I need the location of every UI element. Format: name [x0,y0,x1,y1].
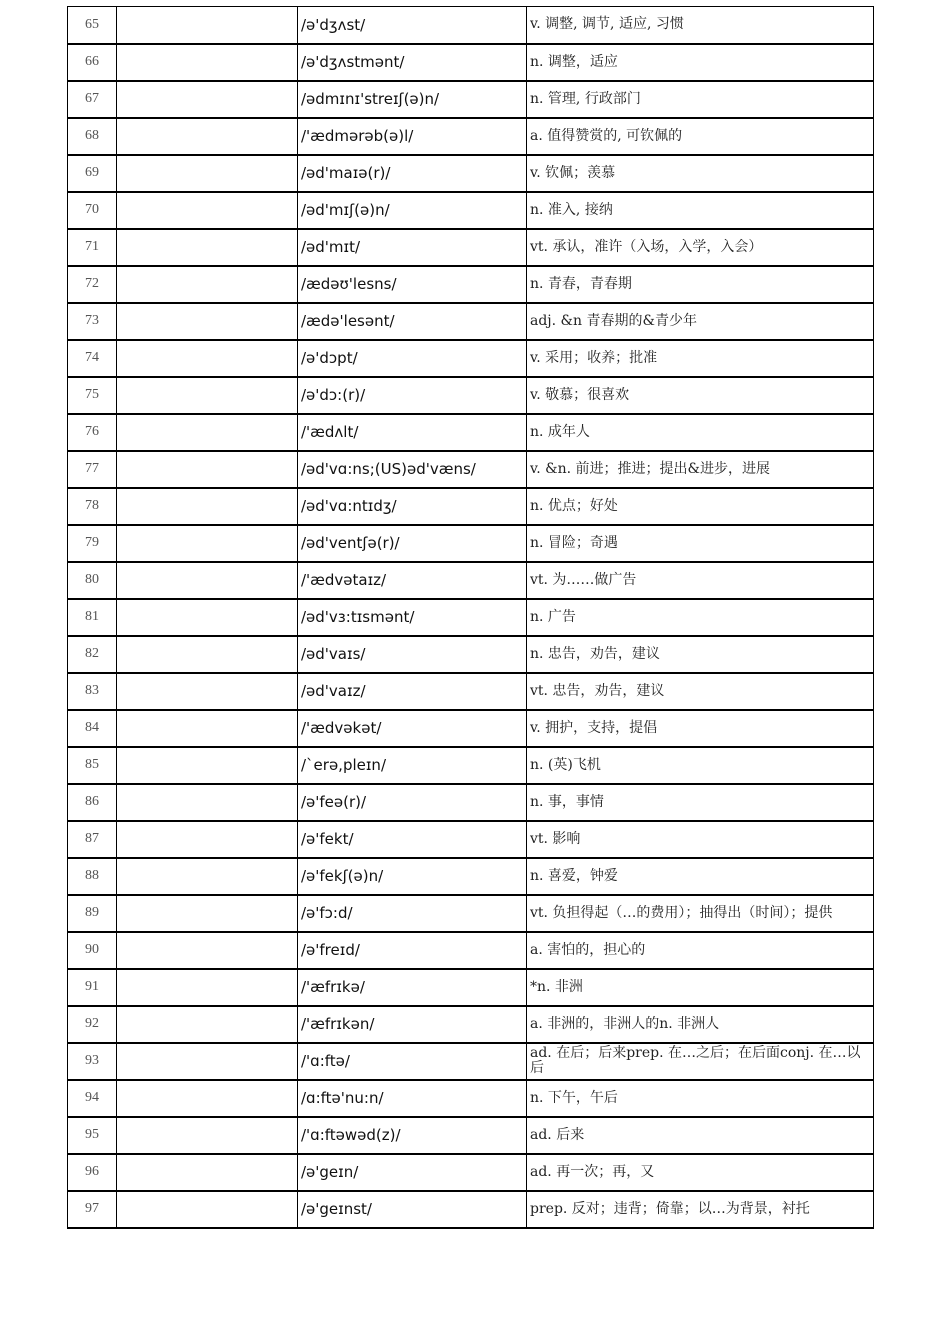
row-number: 73 [68,303,117,340]
phonetic-cell: /əd'mɪt/ [298,229,527,266]
row-number: 80 [68,562,117,599]
table-row [68,821,874,858]
row-number: 75 [68,377,117,414]
row-number: 79 [68,525,117,562]
meaning-cell: n. 喜爱，钟爱 [527,858,874,895]
table-row [68,1191,874,1228]
phonetic-cell: /əd'vɑ:ns;(US)əd'væns/ [298,451,527,488]
meaning-cell: vt. 负担得起（…的费用）；抽得出（时间）；提供 [527,895,874,932]
row-number: 87 [68,821,117,858]
phonetic-cell: /əd'ventʃə(r)/ [298,525,527,562]
table-row [68,932,874,969]
meaning-cell: adj. &n 青春期的&青少年 [527,303,874,340]
word-cell [117,266,298,303]
meaning-cell: n. 广告 [527,599,874,636]
phonetic-cell: /'ædmərəb(ə)l/ [298,118,527,155]
phonetic-cell: /ə'geɪn/ [298,1154,527,1191]
row-number: 90 [68,932,117,969]
phonetic-cell: /ə'freɪd/ [298,932,527,969]
table-row [68,377,874,414]
meaning-cell: n. (英)飞机 [527,747,874,784]
word-cell [117,7,298,44]
meaning-cell: n. 事，事情 [527,784,874,821]
table-row [68,192,874,229]
meaning-cell: n. 管理, 行政部门 [527,81,874,118]
phonetic-cell: /ædəʊ'lesns/ [298,266,527,303]
word-cell [117,303,298,340]
vocabulary-table-body [68,7,874,1228]
table-row [68,562,874,599]
meaning-cell: v. 拥护，支持，提倡 [527,710,874,747]
meaning-cell: v. 采用；收养；批准 [527,340,874,377]
meaning-cell: v. 敬慕；很喜欢 [527,377,874,414]
word-cell [117,747,298,784]
phonetic-cell: /'æfrɪkə/ [298,969,527,1006]
meaning-cell: ad. 在后；后来prep. 在…之后；在后面conj. 在…以后 [527,1043,874,1080]
phonetic-cell: /ə'dɔ:(r)/ [298,377,527,414]
row-number: 94 [68,1080,117,1117]
vocabulary-table [67,6,874,1229]
phonetic-cell: /ə'dʒʌstmənt/ [298,44,527,81]
phonetic-cell: /əd'vɜ:tɪsmənt/ [298,599,527,636]
table-row [68,81,874,118]
meaning-cell: v. 钦佩；羡慕 [527,155,874,192]
word-cell [117,636,298,673]
word-cell [117,562,298,599]
table-row [68,1043,874,1080]
word-cell [117,784,298,821]
table-row [68,229,874,266]
meaning-cell: *n. 非洲 [527,969,874,1006]
table-row [68,784,874,821]
row-number: 97 [68,1191,117,1228]
word-cell [117,525,298,562]
row-number: 68 [68,118,117,155]
table-row [68,266,874,303]
word-cell [117,1080,298,1117]
word-cell [117,895,298,932]
meaning-cell: n. 准入, 接纳 [527,192,874,229]
table-row [68,895,874,932]
row-number: 78 [68,488,117,525]
row-number: 86 [68,784,117,821]
meaning-cell: prep. 反对；违背；倚靠；以…为背景，衬托 [527,1191,874,1228]
phonetic-cell: /'ædvətaɪz/ [298,562,527,599]
row-number: 85 [68,747,117,784]
word-cell [117,192,298,229]
phonetic-cell: /ədmɪnɪ'streɪʃ(ə)n/ [298,81,527,118]
table-row [68,525,874,562]
table-row [68,7,874,44]
table-row [68,118,874,155]
word-cell [117,377,298,414]
row-number: 84 [68,710,117,747]
table-row [68,599,874,636]
meaning-cell: vt. 为……做广告 [527,562,874,599]
table-row [68,414,874,451]
word-cell [117,710,298,747]
word-cell [117,155,298,192]
meaning-cell: vt. 忠告，劝告，建议 [527,673,874,710]
row-number: 72 [68,266,117,303]
phonetic-cell: /ə'fɔ:d/ [298,895,527,932]
word-cell [117,340,298,377]
table-row [68,155,874,192]
table-row [68,340,874,377]
table-row [68,44,874,81]
table-row [68,710,874,747]
phonetic-cell: /ædə'lesənt/ [298,303,527,340]
phonetic-cell: /'ɑ:ftəwəd(z)/ [298,1117,527,1154]
row-number: 93 [68,1043,117,1080]
meaning-cell: n. 青春，青春期 [527,266,874,303]
row-number: 76 [68,414,117,451]
table-row [68,1117,874,1154]
phonetic-cell: /`erə,pleɪn/ [298,747,527,784]
meaning-cell: n. 成年人 [527,414,874,451]
word-cell [117,858,298,895]
row-number: 77 [68,451,117,488]
row-number: 88 [68,858,117,895]
phonetic-cell: /ə'dʒʌst/ [298,7,527,44]
table-row [68,1006,874,1043]
meaning-cell: ad. 后来 [527,1117,874,1154]
word-cell [117,488,298,525]
meaning-cell: n. 优点；好处 [527,488,874,525]
word-cell [117,1006,298,1043]
word-cell [117,969,298,1006]
table-row [68,303,874,340]
word-cell [117,1191,298,1228]
word-cell [117,451,298,488]
phonetic-cell: /əd'mɪʃ(ə)n/ [298,192,527,229]
meaning-cell: vt. 承认，准许（入场，入学，入会） [527,229,874,266]
phonetic-cell: /ə'feə(r)/ [298,784,527,821]
table-row [68,969,874,1006]
row-number: 71 [68,229,117,266]
row-number: 96 [68,1154,117,1191]
word-cell [117,81,298,118]
row-number: 69 [68,155,117,192]
phonetic-cell: /'ædvəkət/ [298,710,527,747]
word-cell [117,1117,298,1154]
word-cell [117,414,298,451]
phonetic-cell: /ə'geɪnst/ [298,1191,527,1228]
row-number: 89 [68,895,117,932]
table-row [68,673,874,710]
phonetic-cell: /'ɑ:ftə/ [298,1043,527,1080]
meaning-cell: n. 忠告，劝告，建议 [527,636,874,673]
table-row [68,1154,874,1191]
phonetic-cell: /əd'maɪə(r)/ [298,155,527,192]
word-cell [117,932,298,969]
row-number: 92 [68,1006,117,1043]
word-cell [117,821,298,858]
phonetic-cell: /əd'vaɪs/ [298,636,527,673]
row-number: 74 [68,340,117,377]
meaning-cell: n. 下午，午后 [527,1080,874,1117]
word-cell [117,229,298,266]
row-number: 65 [68,7,117,44]
table-row [68,747,874,784]
word-cell [117,1154,298,1191]
phonetic-cell: /'æfrɪkən/ [298,1006,527,1043]
table-row [68,451,874,488]
meaning-cell: a. 值得赞赏的, 可钦佩的 [527,118,874,155]
row-number: 67 [68,81,117,118]
phonetic-cell: /əd'vɑ:ntɪdʒ/ [298,488,527,525]
meaning-cell: ad. 再一次；再，又 [527,1154,874,1191]
phonetic-cell: /ɑ:ftə'nu:n/ [298,1080,527,1117]
phonetic-cell: /ə'fekt/ [298,821,527,858]
meaning-cell: v. 调整, 调节, 适应, 习惯 [527,7,874,44]
meaning-cell: n. 调整，适应 [527,44,874,81]
meaning-cell: vt. 影响 [527,821,874,858]
word-cell [117,673,298,710]
row-number: 70 [68,192,117,229]
row-number: 82 [68,636,117,673]
table-row [68,488,874,525]
word-cell [117,599,298,636]
phonetic-cell: /əd'vaɪz/ [298,673,527,710]
row-number: 91 [68,969,117,1006]
phonetic-cell: /ə'dɔpt/ [298,340,527,377]
word-cell [117,1043,298,1080]
word-cell [117,44,298,81]
table-row [68,636,874,673]
phonetic-cell: /'ædʌlt/ [298,414,527,451]
phonetic-cell: /ə'fekʃ(ə)n/ [298,858,527,895]
row-number: 95 [68,1117,117,1154]
meaning-cell: a. 非洲的，非洲人的n. 非洲人 [527,1006,874,1043]
table-row [68,1080,874,1117]
word-cell [117,118,298,155]
row-number: 83 [68,673,117,710]
meaning-cell: v. &n. 前进；推进；提出&进步，进展 [527,451,874,488]
meaning-cell: n. 冒险；奇遇 [527,525,874,562]
row-number: 66 [68,44,117,81]
row-number: 81 [68,599,117,636]
table-row [68,858,874,895]
meaning-cell: a. 害怕的，担心的 [527,932,874,969]
